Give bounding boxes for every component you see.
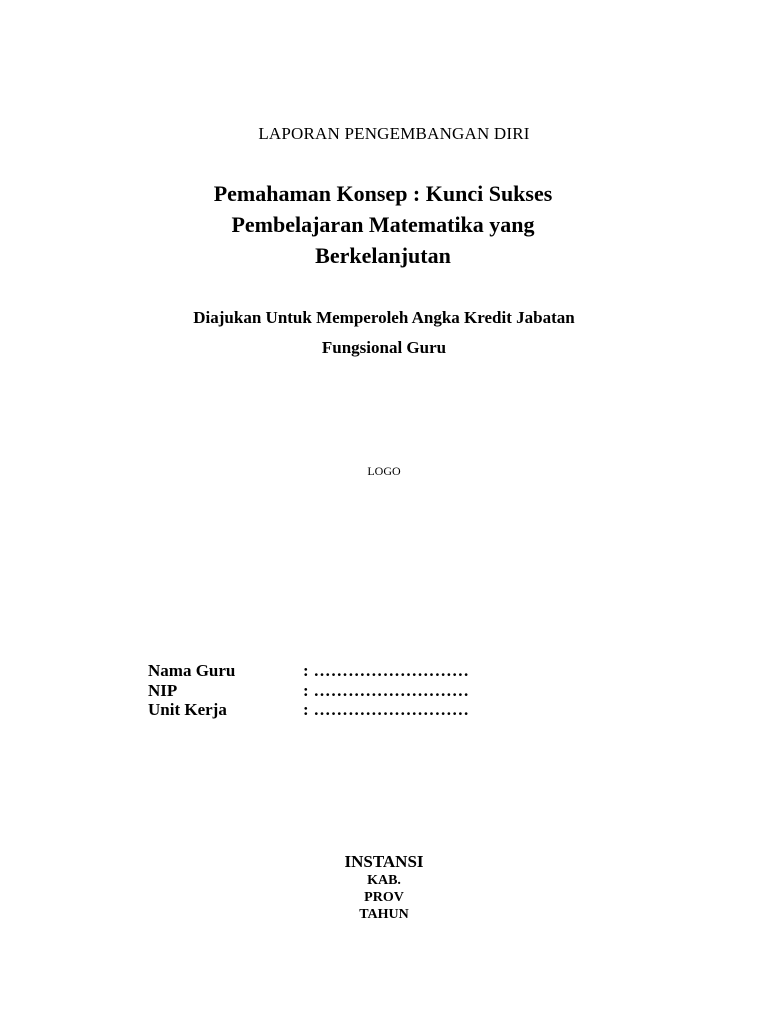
identity-row-nama-guru [148,661,469,681]
identity-value: : ……………………… [303,680,470,700]
identity-value: : ……………………… [303,700,470,719]
logo-placeholder: LOGO [367,464,401,478]
identity-block [148,661,469,720]
identity-label: Unit Kerja [148,700,227,719]
identity-label: NIP [148,680,178,700]
institution-name: INSTANSI [344,852,424,871]
institution-block [0,852,768,923]
institution-province: PROV [364,890,404,905]
document-title: Pemahaman Konsep : Kunci Sukses Pembelajaran Matematika yang Berkelanjutan [213,181,553,268]
identity-value: : ……………………… [303,661,470,680]
identity-row-nip [148,681,469,701]
document-subtitle: Diajukan Untuk Memperoleh Angka Kredit Jabatan Fungsional Guru [193,308,575,357]
identity-label: Nama Guru [148,661,236,680]
identity-row-unit-kerja [148,700,469,720]
institution-regency: KAB. [367,873,401,888]
institution-year: TAHUN [359,907,409,922]
report-type-heading: LAPORAN PENGEMBANGAN DIRI [258,124,530,143]
